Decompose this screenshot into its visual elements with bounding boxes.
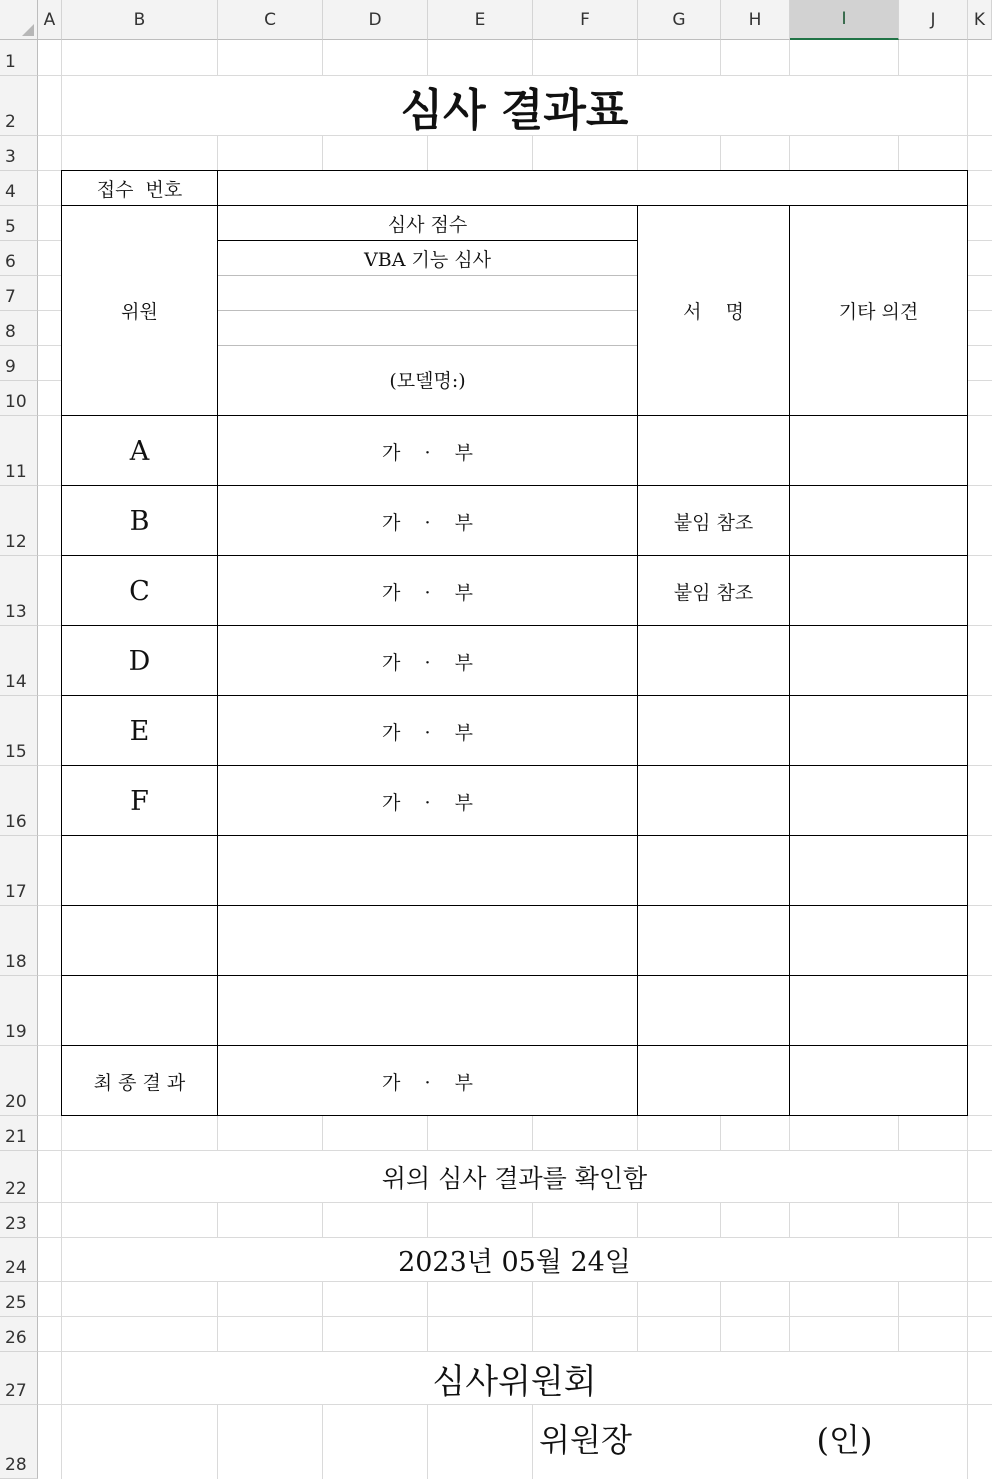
- gridline: [38, 1281, 992, 1282]
- merged-receipt-value[interactable]: [218, 171, 967, 205]
- row-header[interactable]: 22: [0, 1151, 38, 1203]
- member-name[interactable]: E: [129, 715, 150, 747]
- row-header[interactable]: 19: [0, 976, 38, 1046]
- final-result-label[interactable]: 최 종 결 과: [93, 1071, 186, 1094]
- column-header-e[interactable]: E: [428, 0, 533, 40]
- verdict-cell[interactable]: 가 · 부: [381, 721, 474, 744]
- row-header[interactable]: 12: [0, 486, 38, 556]
- row-header[interactable]: 13: [0, 556, 38, 626]
- member-name[interactable]: C: [129, 575, 150, 607]
- row-header[interactable]: 21: [0, 1116, 38, 1151]
- model-name-label[interactable]: (모델명:): [389, 369, 466, 392]
- row-header[interactable]: 14: [0, 626, 38, 696]
- column-header-a[interactable]: A: [38, 0, 62, 40]
- member-header[interactable]: 위원: [121, 301, 158, 323]
- inner-line: [218, 310, 637, 311]
- inner-line: [218, 345, 637, 346]
- row-header[interactable]: 24: [0, 1238, 38, 1282]
- select-all-corner[interactable]: [0, 0, 38, 40]
- row-header[interactable]: 10: [0, 381, 38, 416]
- vba-function-header[interactable]: VBA 기능 심사: [364, 248, 491, 271]
- member-name[interactable]: A: [129, 435, 150, 467]
- member-name[interactable]: B: [129, 505, 150, 537]
- row-header[interactable]: 23: [0, 1203, 38, 1238]
- row-header[interactable]: 17: [0, 836, 38, 906]
- row-header[interactable]: 20: [0, 1046, 38, 1116]
- receipt-number-label[interactable]: 접수 번호: [96, 178, 183, 201]
- other-opinion-header[interactable]: 기타 의견: [838, 301, 919, 323]
- gridline: [38, 1316, 992, 1317]
- member-name[interactable]: F: [130, 785, 149, 817]
- row-header[interactable]: 28: [0, 1405, 38, 1479]
- gridline: [38, 1202, 992, 1203]
- score-header[interactable]: 심사 점수: [387, 213, 468, 236]
- row-header[interactable]: 4: [0, 171, 38, 206]
- row-header[interactable]: 16: [0, 766, 38, 836]
- column-header-c[interactable]: C: [218, 0, 323, 40]
- sheet-title[interactable]: 심사 결과표: [400, 84, 629, 136]
- signature-header[interactable]: 서 명: [683, 301, 744, 323]
- row-header[interactable]: 9: [0, 346, 38, 381]
- row-header[interactable]: 26: [0, 1317, 38, 1352]
- column-header-k[interactable]: K: [968, 0, 992, 40]
- inner-line: [218, 275, 637, 276]
- seal-label[interactable]: (인): [816, 1420, 873, 1459]
- member-name[interactable]: D: [128, 645, 151, 677]
- signature-cell[interactable]: 붙임 참조: [673, 581, 754, 604]
- column-header-d[interactable]: D: [323, 0, 428, 40]
- row-header[interactable]: 15: [0, 696, 38, 766]
- committee-name[interactable]: 심사위원회: [432, 1361, 597, 1402]
- date-text[interactable]: 2023년 05월 24일: [398, 1247, 631, 1278]
- row-header[interactable]: 3: [0, 136, 38, 171]
- verdict-cell[interactable]: 가 · 부: [381, 651, 474, 674]
- column-header-g[interactable]: G: [638, 0, 721, 40]
- confirmation-text[interactable]: 위의 심사 결과를 확인함: [381, 1163, 648, 1193]
- chairperson-label[interactable]: 위원장: [539, 1420, 632, 1459]
- signature-cell[interactable]: 붙임 참조: [673, 511, 754, 534]
- column-header-j[interactable]: J: [899, 0, 968, 40]
- row-header[interactable]: 27: [0, 1352, 38, 1405]
- verdict-cell[interactable]: 가 · 부: [381, 441, 474, 464]
- row-header[interactable]: 11: [0, 416, 38, 486]
- row-header[interactable]: 8: [0, 311, 38, 346]
- column-header-i[interactable]: I: [790, 0, 899, 40]
- verdict-cell[interactable]: 가 · 부: [381, 791, 474, 814]
- verdict-cell[interactable]: 가 · 부: [381, 581, 474, 604]
- column-header-h[interactable]: H: [721, 0, 790, 40]
- verdict-cell[interactable]: 가 · 부: [381, 511, 474, 534]
- row-header[interactable]: 7: [0, 276, 38, 311]
- row-header[interactable]: 6: [0, 241, 38, 276]
- row-header[interactable]: 18: [0, 906, 38, 976]
- column-header-f[interactable]: F: [533, 0, 638, 40]
- row-header[interactable]: 1: [0, 40, 38, 76]
- row-header[interactable]: 2: [0, 76, 38, 136]
- final-verdict-cell[interactable]: 가 · 부: [381, 1071, 474, 1094]
- column-header-b[interactable]: B: [62, 0, 218, 40]
- row-header[interactable]: 5: [0, 206, 38, 241]
- row-header[interactable]: 25: [0, 1282, 38, 1317]
